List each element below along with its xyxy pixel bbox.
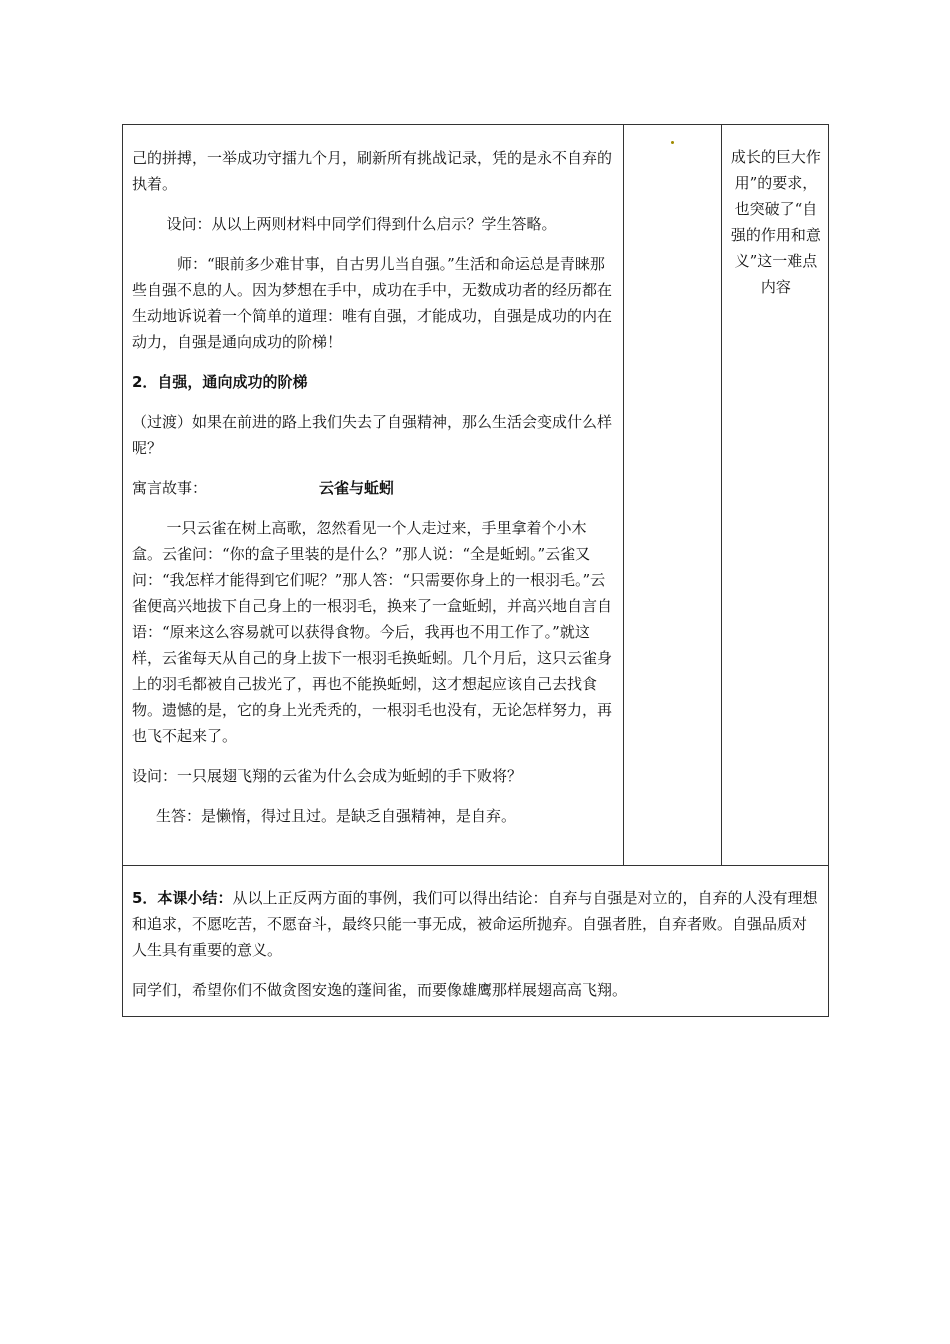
fable-heading-line xyxy=(132,475,614,501)
closing-paragraph: 同学们，希望你们不做贪图安逸的蓬间雀，而要像雄鹰那样展翅高高飞翔。 xyxy=(132,981,628,999)
discussion-question: 设问：一只展翅飞翔的云雀为什么会成为蚯蚓的手下败将？ xyxy=(132,767,523,785)
student-answer: 生答：是懒惰，得过且过。是缺乏自强精神，是自弃。 xyxy=(156,807,517,825)
summary-label: 5．本课小结： xyxy=(132,889,233,907)
transition-paragraph: （过渡）如果在前进的路上我们失去了自强精神，那么生活会变成什么样呢？ xyxy=(132,413,613,457)
summary-row xyxy=(123,866,829,1017)
lesson-row xyxy=(123,125,829,866)
question-paragraph: 设问：从以上两则材料中同学们得到什么启示？学生答略。 xyxy=(166,215,557,233)
fable-title: 云雀与蚯蚓 xyxy=(319,479,395,497)
activity-cell xyxy=(623,125,721,866)
paragraph-continuation: 己的拼搏，一举成功守擂九个月，刷新所有挑战记录，凭的是永不自弃的执着。 xyxy=(132,149,613,193)
summary-cell xyxy=(123,866,829,1017)
design-intent-text: 成长的巨大作用”的要求，也突破了“自强的作用和意义”这一难点内容 xyxy=(730,148,821,296)
teaching-process-cell xyxy=(123,125,624,866)
summary-paragraph xyxy=(132,885,819,963)
teacher-paragraph: 师：“眼前多少难甘事，自古男儿当自强。”生活和命运总是青睐那些自强不息的人。因为梦想在手中，成功在手中，无数成功者的经历都在生动地诉说着一个简单的道理：唯有自强，才能成功，自强是成功的内在动力，自强是通向成功的阶梯！ xyxy=(132,255,613,351)
fable-story: 一只云雀在树上高歌，忽然看见一个人走过来，手里拿着个小木盒。云雀问：“你的盒子里装的是什么？”那人说：“全是蚯蚓。”云雀又问：“我怎样才能得到它们呢？”那人答：“只需要你身上的一根羽毛。”云雀便高兴地拔下自己身上的一根羽毛，换来了一盒蚯蚓，并高兴地自言自语：“原来这么容易就可以获得食物。今后，我再也不用工作了。”就这样，云雀每天从自己的身上拔下一根羽毛换蚯蚓。几个月后，这只云雀身上的羽毛都被自己拔光了，再也不能换蚯蚓，这才想起应该自己去找食物。遗憾的是，它的身上光秃秃的，一根羽毛也没有，无论怎样努力，再也飞不起来了。 xyxy=(132,519,613,745)
lesson-plan-table xyxy=(122,124,829,1017)
design-intent-cell xyxy=(721,125,828,866)
stray-mark xyxy=(671,141,674,144)
summary-text: 从以上正反两方面的事例，我们可以得出结论：自弃与自强是对立的，自弃的人没有理想和追求，不愿吃苦，不愿奋斗，最终只能一事无成，被命运所抛弃。自强者胜，自弃者败。自强品质对人生具有重要的意义。 xyxy=(132,889,818,959)
fable-label: 寓言故事： xyxy=(132,479,208,497)
section-heading: 2．自强，通向成功的阶梯 xyxy=(132,373,308,391)
